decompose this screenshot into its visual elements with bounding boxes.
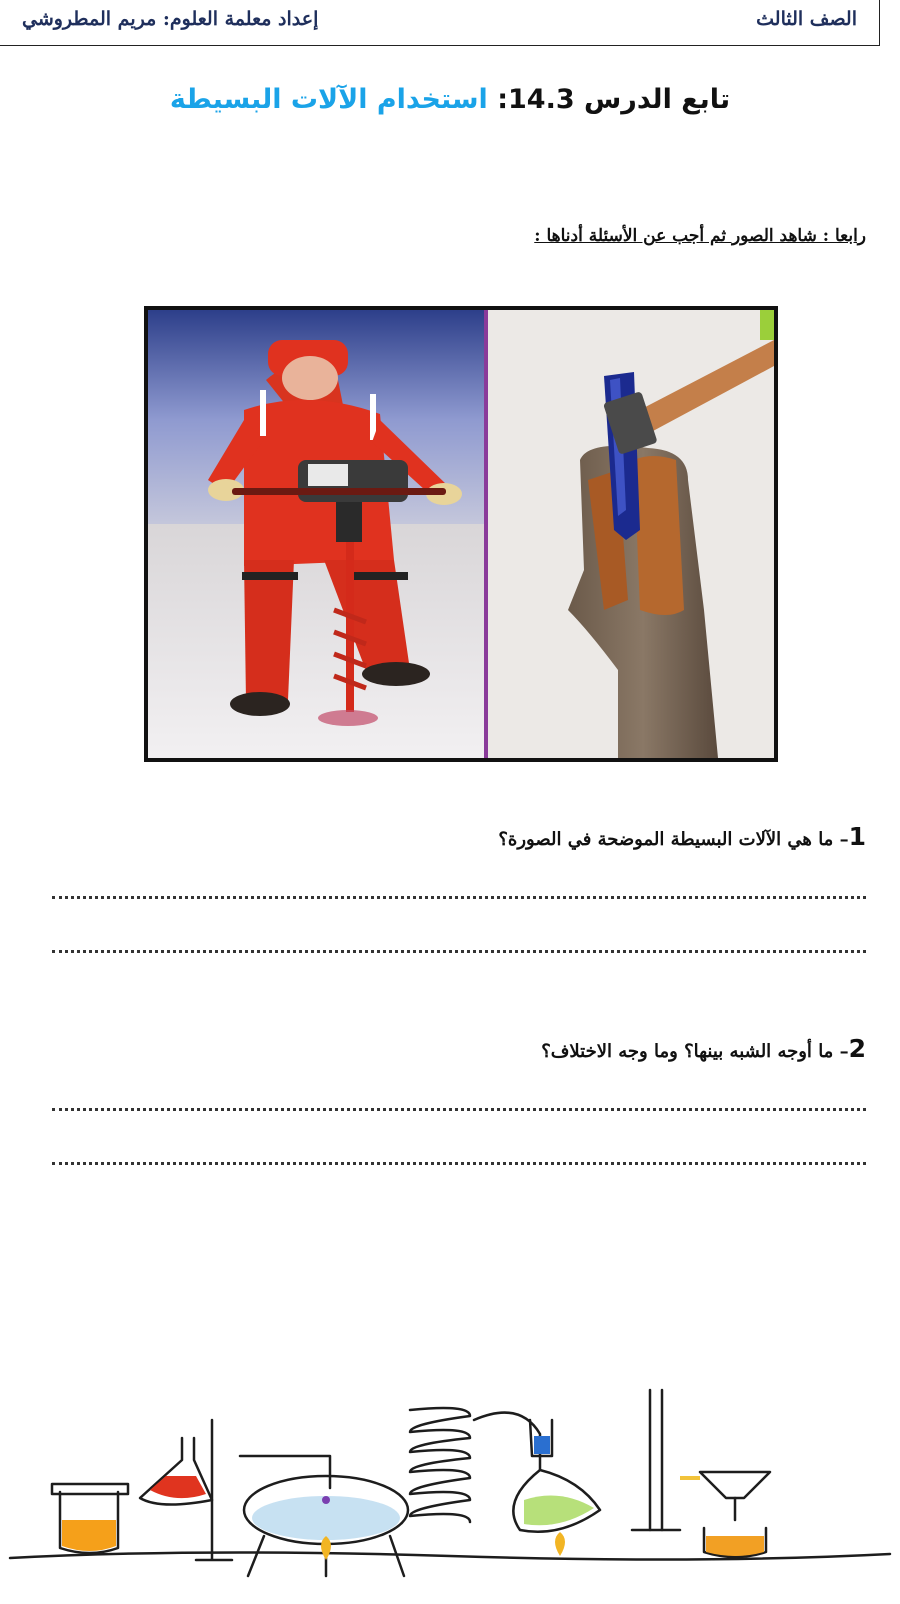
question-2-number: 2 — [848, 1034, 866, 1063]
lesson-title-topic: استخدام الآلات البسيطة — [169, 84, 488, 115]
answer-line-1b[interactable] — [52, 950, 866, 953]
grade-label: الصف الثالث — [756, 8, 857, 30]
question-1 — [498, 822, 866, 851]
lesson-title-prefix: تابع الدرس 14.3: — [487, 84, 731, 115]
question-1-text: – ما هي الآلات البسيطة الموضحة في الصورة؟ — [498, 829, 849, 850]
answer-line-1a[interactable] — [52, 896, 866, 899]
author-label: إعداد معلمة العلوم: مريم المطروشي — [22, 8, 319, 30]
question-2-text: – ما أوجه الشبه بينها؟ وما وجه الاختلاف؟ — [541, 1041, 849, 1062]
chemistry-lab-glassware — [0, 1380, 900, 1600]
page-header — [0, 0, 880, 46]
answer-line-2b[interactable] — [52, 1162, 866, 1165]
answer-line-2a[interactable] — [52, 1108, 866, 1111]
ice-auger-and-wedge-photo — [144, 306, 778, 762]
lesson-title — [0, 84, 900, 115]
question-2 — [541, 1034, 866, 1063]
question-1-number: 1 — [848, 822, 866, 851]
instruction-text: رابعا : شاهد الصور ثم أجب عن الأسئلة أدناها : — [534, 226, 866, 246]
